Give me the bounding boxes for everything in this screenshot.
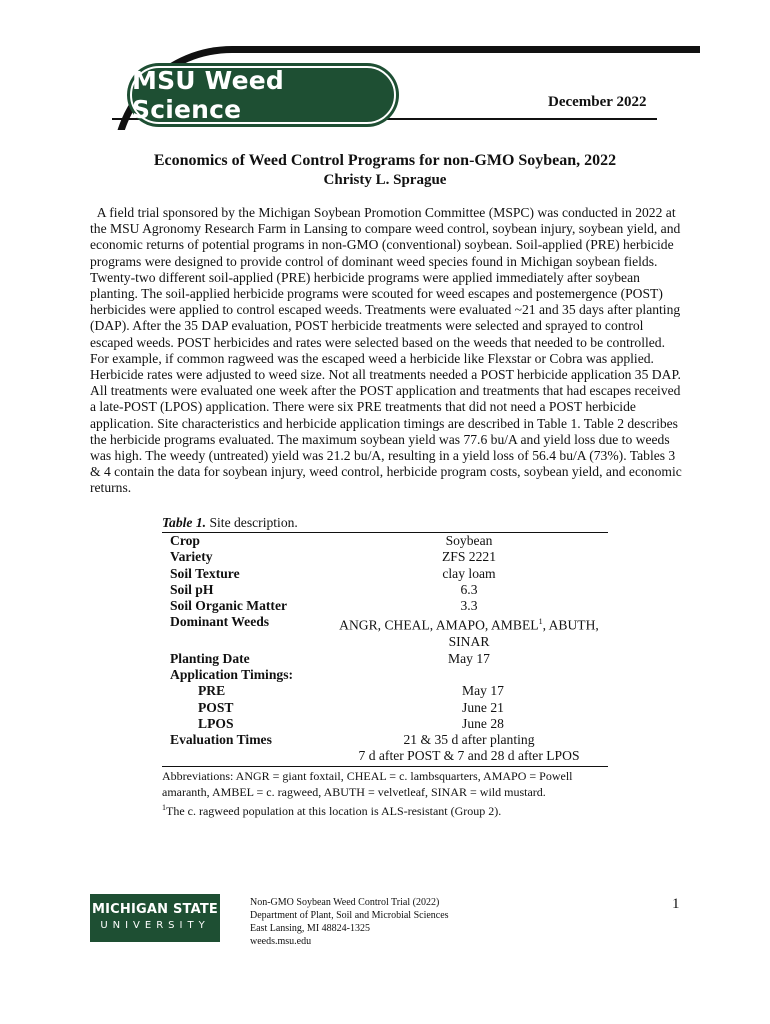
site-description-table bbox=[162, 515, 608, 819]
row-value: May 17 bbox=[448, 650, 490, 666]
table-row bbox=[162, 533, 608, 549]
row-value: ZFS 2221 bbox=[441, 549, 496, 565]
msu-weed-science-logo bbox=[130, 66, 396, 124]
row-value: 6.3 bbox=[460, 581, 478, 597]
logo-line2: UNIVERSITY bbox=[100, 920, 210, 931]
evaluation-times-line1: 21 & 35 d after planting bbox=[403, 732, 535, 748]
row-value: June 21 bbox=[462, 699, 504, 715]
report-title: Economics of Weed Control Programs for non-GMO Soybean, 2022 bbox=[153, 152, 617, 169]
footer-line: Department of Plant, Soil and Microbial Sciences bbox=[250, 910, 449, 921]
row-label: Soil pH bbox=[170, 581, 214, 597]
table-caption-text: Site description. bbox=[206, 515, 298, 530]
table-row bbox=[162, 566, 608, 582]
row-label: POST bbox=[198, 699, 234, 715]
table-row bbox=[162, 683, 608, 699]
table-row bbox=[162, 598, 608, 614]
footnote-marker: 1 bbox=[538, 617, 543, 627]
footer-line: Non-GMO Soybean Weed Control Trial (2022) bbox=[250, 897, 440, 908]
row-value: May 17 bbox=[462, 683, 504, 699]
row-value: June 28 bbox=[462, 715, 504, 731]
row-label: Evaluation Times bbox=[170, 732, 272, 748]
row-label: Planting Date bbox=[170, 650, 250, 666]
table-row bbox=[162, 667, 608, 683]
row-label: LPOS bbox=[198, 715, 234, 731]
table-row bbox=[162, 700, 608, 716]
table-caption bbox=[162, 515, 608, 531]
table-row bbox=[162, 549, 608, 565]
row-label: Soil Texture bbox=[170, 565, 240, 581]
table-row bbox=[162, 614, 608, 650]
intro-paragraph-text: A field trial sponsored by the Michigan Soybean Promotion Committee (MSPC) was conducted in 2022 at the MSU Agronomy Research Farm in Lansing to compare weed control, soybean injury, soybean yield, and economic returns of potential programs in non-GMO (conventional) soybean. Soil-applied (PRE) herbicide programs were designed to provide control of dominant weed species found in Michigan soybean fields. Twenty-two different soil-applied (PRE) herbicide programs were applied immediately after soybean planting. The soil-applied herbicide programs were scouted for weed escapes and postemergence (POST) herbicides were applied to control escaped weeds. Treatments were evaluated ~21 and 35 days after planting (DAP). After the 35 DAP evaluation, POST herbicide treatments were selected and sprayed to control escaped weeds. POST herbicides and rates were selected based on the weeds that needed to be controlled. For example, if common ragweed was the escaped weed a herbicide like Flexstar or Cobra was applied. Herbicide rates were adjusted to weed size. Not all treatments needed a POST herbicide application 35 DAP. All treatments were evaluated one week after the POST application and treatments that had escapes received a late-POST (LPOS) application. There were six PRE treatments that did not need a POST herbicide application. Site characteristics and herbicide application timings are described in Table 1. Table 2 describes the herbicide programs evaluated. The maximum soybean yield was 77.6 bu/A and yield loss due to weeds was high. The weedy (untreated) yield was 21.2 bu/A, resulting in a yield loss of 56.4 bu/A (73%). Tables 3 & 4 contain the data for soybean injury, weed control, herbicide program costs, soybean yield, and economic returns. bbox=[90, 205, 682, 496]
logo-text: MSU Weed Science bbox=[132, 66, 284, 124]
abbreviations-text: Abbreviations: ANGR = giant foxtail, CHEAL = c. lambsquarters, AMAPO = Powell amaranth, AMBEL = c. ragweed, ABUTH = velvetleaf, SINAR = wild mustard. bbox=[162, 768, 573, 799]
footer-info bbox=[250, 896, 449, 948]
row-value bbox=[330, 732, 608, 765]
evaluation-times-line2: 7 d after POST & 7 and 28 d after LPOS bbox=[358, 748, 580, 764]
michigan-state-logo bbox=[90, 894, 220, 942]
issue-date: December 2022 bbox=[548, 94, 647, 110]
page-header bbox=[0, 0, 770, 140]
table-row bbox=[162, 651, 608, 667]
table-bottom-rule bbox=[162, 766, 608, 767]
row-value bbox=[330, 614, 608, 650]
table-abbreviations bbox=[162, 768, 608, 819]
footer-link: weeds.msu.edu bbox=[250, 936, 312, 947]
table-row bbox=[162, 716, 608, 732]
table-row bbox=[162, 732, 608, 765]
dominant-weeds-part3: SINAR bbox=[448, 634, 490, 650]
footer-line: East Lansing, MI 48824-1325 bbox=[250, 923, 370, 934]
page-number: 1 bbox=[672, 896, 680, 912]
dominant-weeds-part2: , ABUTH, bbox=[542, 618, 599, 634]
footnote-mark: 1 bbox=[162, 802, 166, 812]
row-value: clay loam bbox=[442, 565, 496, 581]
report-author: Christy L. Sprague bbox=[323, 172, 447, 188]
footnote-text: The c. ragweed population at this location is ALS-resistant (Group 2). bbox=[166, 803, 502, 818]
row-label: PRE bbox=[198, 683, 226, 699]
row-label: Variety bbox=[170, 549, 213, 565]
table-caption-label: Table 1. bbox=[162, 515, 207, 530]
row-label: Dominant Weeds bbox=[170, 614, 270, 630]
intro-paragraph bbox=[90, 205, 684, 497]
row-value: 3.3 bbox=[460, 598, 478, 614]
row-label: Crop bbox=[170, 533, 200, 548]
row-value: Soybean bbox=[445, 533, 493, 548]
row-value bbox=[330, 667, 608, 683]
table-row bbox=[162, 582, 608, 598]
row-label: Application Timings: bbox=[170, 666, 294, 682]
dominant-weeds-part1: ANGR, CHEAL, AMAPO, AMBEL bbox=[339, 618, 539, 634]
logo-line1: MICHIGAN STATE bbox=[92, 902, 218, 917]
row-label: Soil Organic Matter bbox=[170, 598, 288, 614]
